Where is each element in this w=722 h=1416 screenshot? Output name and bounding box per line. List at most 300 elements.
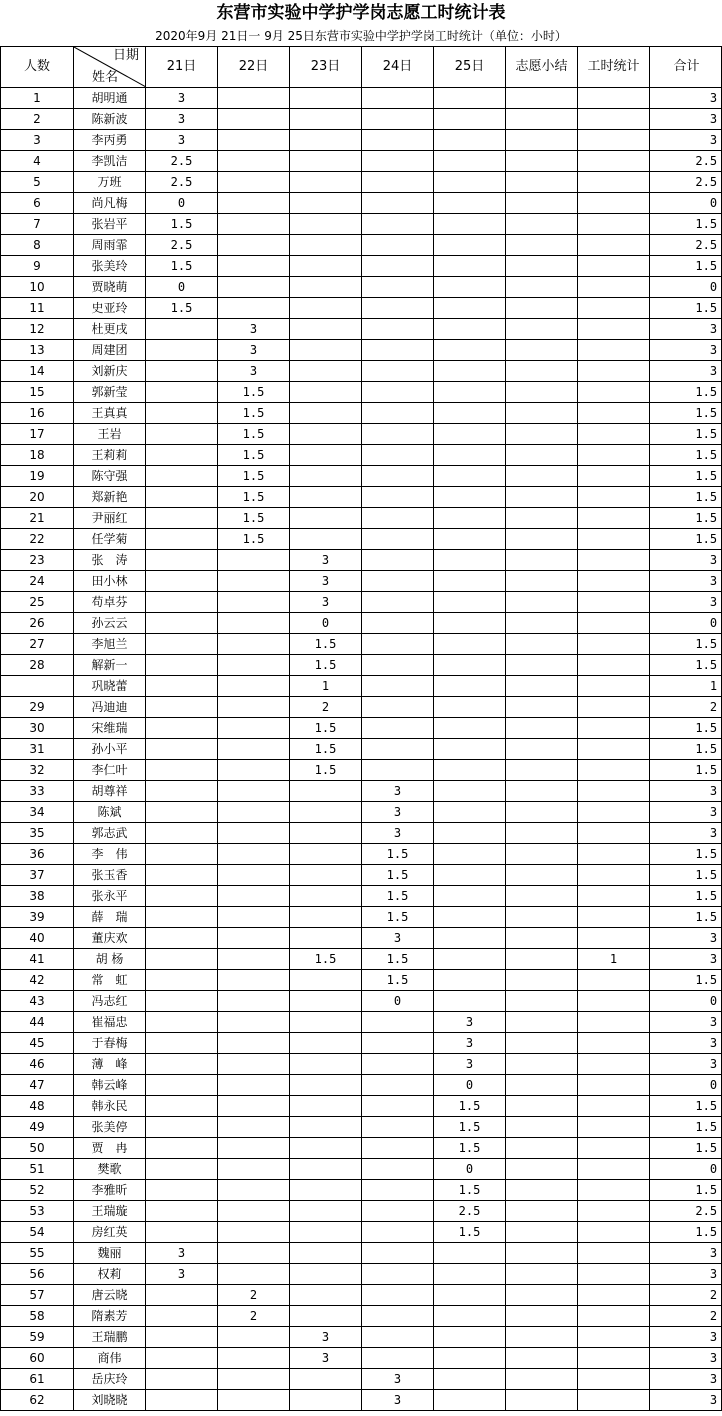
cell-d24: 3 [362, 928, 434, 949]
cell-name: 崔福忠 [74, 1012, 146, 1033]
cell-hours [578, 1243, 650, 1264]
cell-d24 [362, 382, 434, 403]
cell-d24 [362, 1159, 434, 1180]
cell-name: 周建团 [74, 340, 146, 361]
cell-d21: 1.5 [146, 256, 218, 277]
cell-d22 [218, 1264, 290, 1285]
cell-d23 [290, 88, 362, 109]
cell-d23 [290, 340, 362, 361]
cell-total: 2 [650, 1306, 722, 1327]
cell-no: 43 [1, 991, 74, 1012]
cell-d22 [218, 655, 290, 676]
cell-d21 [146, 508, 218, 529]
cell-no: 42 [1, 970, 74, 991]
cell-summary [506, 1348, 578, 1369]
cell-name: 孙云云 [74, 613, 146, 634]
cell-no: 12 [1, 319, 74, 340]
cell-total: 0 [650, 193, 722, 214]
cell-d24 [362, 676, 434, 697]
cell-d21 [146, 466, 218, 487]
cell-hours [578, 88, 650, 109]
cell-total: 3 [650, 1327, 722, 1348]
cell-d21 [146, 1096, 218, 1117]
cell-d21 [146, 991, 218, 1012]
cell-d22 [218, 949, 290, 970]
cell-summary [506, 130, 578, 151]
cell-d24 [362, 487, 434, 508]
cell-no: 32 [1, 760, 74, 781]
cell-hours [578, 970, 650, 991]
cell-total: 0 [650, 1075, 722, 1096]
cell-hours [578, 214, 650, 235]
cell-d21 [146, 592, 218, 613]
cell-total: 1.5 [650, 1180, 722, 1201]
cell-d22: 2 [218, 1285, 290, 1306]
cell-d24 [362, 1327, 434, 1348]
cell-d21 [146, 718, 218, 739]
cell-no: 8 [1, 235, 74, 256]
table-row [1, 193, 722, 214]
cell-d22 [218, 1180, 290, 1201]
cell-summary [506, 1096, 578, 1117]
table-row [1, 886, 722, 907]
cell-d25 [434, 487, 506, 508]
cell-d21 [146, 739, 218, 760]
cell-hours [578, 319, 650, 340]
cell-d25 [434, 823, 506, 844]
cell-hours [578, 1369, 650, 1390]
table-row [1, 1369, 722, 1390]
cell-d22 [218, 802, 290, 823]
cell-name: 陈斌 [74, 802, 146, 823]
cell-d22 [218, 823, 290, 844]
cell-d21 [146, 949, 218, 970]
cell-no: 21 [1, 508, 74, 529]
table-row [1, 1390, 722, 1411]
cell-name: 李仁叶 [74, 760, 146, 781]
table-row [1, 634, 722, 655]
cell-name: 杜更戌 [74, 319, 146, 340]
cell-name: 魏丽 [74, 1243, 146, 1264]
cell-d25 [434, 802, 506, 823]
cell-d23 [290, 1180, 362, 1201]
table-row [1, 865, 722, 886]
table-row [1, 466, 722, 487]
cell-total: 1.5 [650, 739, 722, 760]
cell-hours [578, 1285, 650, 1306]
cell-d21 [146, 928, 218, 949]
cell-d24 [362, 1117, 434, 1138]
cell-name: 王瑞鹏 [74, 1327, 146, 1348]
cell-d21 [146, 424, 218, 445]
cell-d25 [434, 571, 506, 592]
table-row [1, 823, 722, 844]
cell-total: 0 [650, 277, 722, 298]
cell-d25 [434, 151, 506, 172]
cell-no: 47 [1, 1075, 74, 1096]
cell-d22 [218, 1033, 290, 1054]
cell-d23: 2 [290, 697, 362, 718]
cell-summary [506, 928, 578, 949]
cell-no: 40 [1, 928, 74, 949]
cell-d22 [218, 1348, 290, 1369]
cell-hours [578, 1348, 650, 1369]
cell-d23 [290, 1201, 362, 1222]
cell-name: 常 虹 [74, 970, 146, 991]
cell-d22 [218, 1201, 290, 1222]
cell-d21 [146, 403, 218, 424]
cell-d21 [146, 886, 218, 907]
cell-name: 万班 [74, 172, 146, 193]
cell-no: 7 [1, 214, 74, 235]
cell-hours [578, 1201, 650, 1222]
cell-d24 [362, 361, 434, 382]
table-row [1, 571, 722, 592]
table-row [1, 844, 722, 865]
cell-d23 [290, 466, 362, 487]
cell-name: 尹丽红 [74, 508, 146, 529]
cell-no: 9 [1, 256, 74, 277]
cell-summary [506, 151, 578, 172]
cell-hours [578, 130, 650, 151]
cell-d22 [218, 844, 290, 865]
cell-d24 [362, 697, 434, 718]
cell-no: 41 [1, 949, 74, 970]
table-row [1, 1033, 722, 1054]
cell-d23: 0 [290, 613, 362, 634]
table-row [1, 907, 722, 928]
cell-d25: 3 [434, 1012, 506, 1033]
cell-total: 1.5 [650, 529, 722, 550]
cell-d22 [218, 634, 290, 655]
cell-total: 1.5 [650, 466, 722, 487]
cell-summary [506, 970, 578, 991]
cell-d23 [290, 970, 362, 991]
cell-d24: 3 [362, 802, 434, 823]
table-row [1, 403, 722, 424]
cell-d24 [362, 634, 434, 655]
cell-d24: 1.5 [362, 844, 434, 865]
table-row [1, 1201, 722, 1222]
cell-summary [506, 214, 578, 235]
cell-no: 20 [1, 487, 74, 508]
cell-name: 胡 杨 [74, 949, 146, 970]
cell-total: 1.5 [650, 886, 722, 907]
cell-hours [578, 508, 650, 529]
cell-summary [506, 907, 578, 928]
table-row [1, 928, 722, 949]
cell-d23: 1 [290, 676, 362, 697]
cell-no: 51 [1, 1159, 74, 1180]
cell-total: 3 [650, 1033, 722, 1054]
cell-no: 29 [1, 697, 74, 718]
cell-d22 [218, 151, 290, 172]
cell-d22 [218, 214, 290, 235]
cell-d21 [146, 1201, 218, 1222]
cell-d21: 2.5 [146, 235, 218, 256]
cell-d22: 1.5 [218, 529, 290, 550]
table-row [1, 1348, 722, 1369]
cell-d25 [434, 781, 506, 802]
cell-d24: 3 [362, 823, 434, 844]
table-row [1, 697, 722, 718]
cell-d22: 3 [218, 340, 290, 361]
cell-summary [506, 1054, 578, 1075]
cell-d25 [434, 886, 506, 907]
cell-name: 商伟 [74, 1348, 146, 1369]
cell-total: 1.5 [650, 865, 722, 886]
cell-hours [578, 550, 650, 571]
cell-d23 [290, 1390, 362, 1411]
cell-d24 [362, 298, 434, 319]
header-summary: 志愿小结 [506, 47, 578, 88]
cell-hours [578, 592, 650, 613]
cell-hours [578, 907, 650, 928]
cell-no: 14 [1, 361, 74, 382]
cell-hours [578, 529, 650, 550]
cell-total: 3 [650, 109, 722, 130]
cell-d25 [434, 1285, 506, 1306]
cell-d24 [362, 1285, 434, 1306]
cell-d22 [218, 1012, 290, 1033]
cell-d23 [290, 823, 362, 844]
cell-total: 3 [650, 1369, 722, 1390]
cell-d23: 1.5 [290, 718, 362, 739]
cell-name: 张岩平 [74, 214, 146, 235]
cell-summary [506, 235, 578, 256]
cell-d24: 1.5 [362, 865, 434, 886]
cell-hours [578, 760, 650, 781]
cell-name: 郭志武 [74, 823, 146, 844]
cell-total: 1.5 [650, 1138, 722, 1159]
table-row [1, 1327, 722, 1348]
cell-d24: 3 [362, 1390, 434, 1411]
cell-total: 1.5 [650, 487, 722, 508]
cell-d24 [362, 235, 434, 256]
cell-no: 59 [1, 1327, 74, 1348]
cell-name: 陈新波 [74, 109, 146, 130]
cell-d23 [290, 424, 362, 445]
cell-name: 张美玲 [74, 256, 146, 277]
cell-total: 2.5 [650, 172, 722, 193]
cell-d24 [362, 193, 434, 214]
cell-d22: 1.5 [218, 466, 290, 487]
cell-no: 28 [1, 655, 74, 676]
cell-total: 3 [650, 319, 722, 340]
cell-d25 [434, 844, 506, 865]
table-row [1, 1117, 722, 1138]
cell-name: 董庆欢 [74, 928, 146, 949]
cell-d22 [218, 109, 290, 130]
cell-name: 韩永民 [74, 1096, 146, 1117]
cell-d22: 1.5 [218, 424, 290, 445]
cell-name: 刘晓晓 [74, 1390, 146, 1411]
cell-d24: 0 [362, 991, 434, 1012]
cell-d21 [146, 823, 218, 844]
cell-total: 1.5 [650, 424, 722, 445]
cell-hours [578, 1306, 650, 1327]
cell-no: 23 [1, 550, 74, 571]
cell-d25 [434, 739, 506, 760]
cell-no: 38 [1, 886, 74, 907]
cell-d25 [434, 991, 506, 1012]
cell-hours [578, 424, 650, 445]
cell-d22: 1.5 [218, 403, 290, 424]
cell-d23 [290, 1138, 362, 1159]
table-row [1, 802, 722, 823]
cell-d24: 1.5 [362, 949, 434, 970]
cell-hours [578, 340, 650, 361]
cell-d23 [290, 1264, 362, 1285]
cell-d21 [146, 1054, 218, 1075]
cell-summary [506, 1159, 578, 1180]
header-row [1, 47, 722, 88]
table-row [1, 655, 722, 676]
cell-d21: 2.5 [146, 151, 218, 172]
cell-hours [578, 802, 650, 823]
cell-name: 韩云峰 [74, 1075, 146, 1096]
cell-summary [506, 865, 578, 886]
cell-summary [506, 760, 578, 781]
cell-d23 [290, 1159, 362, 1180]
cell-hours [578, 1222, 650, 1243]
cell-summary [506, 1264, 578, 1285]
table-row [1, 592, 722, 613]
cell-summary [506, 340, 578, 361]
cell-d22: 1.5 [218, 382, 290, 403]
cell-d22 [218, 1390, 290, 1411]
cell-d22 [218, 571, 290, 592]
cell-summary [506, 802, 578, 823]
cell-summary [506, 886, 578, 907]
cell-total: 3 [650, 1054, 722, 1075]
cell-name: 樊歌 [74, 1159, 146, 1180]
cell-d25 [434, 382, 506, 403]
cell-summary [506, 718, 578, 739]
table-row [1, 613, 722, 634]
cell-total: 1.5 [650, 634, 722, 655]
cell-no: 27 [1, 634, 74, 655]
table-row [1, 760, 722, 781]
cell-d21 [146, 1327, 218, 1348]
cell-name: 周雨霏 [74, 235, 146, 256]
cell-no: 55 [1, 1243, 74, 1264]
cell-summary [506, 991, 578, 1012]
cell-d21 [146, 676, 218, 697]
cell-total: 2 [650, 1285, 722, 1306]
cell-hours [578, 256, 650, 277]
cell-summary [506, 193, 578, 214]
cell-total: 3 [650, 802, 722, 823]
cell-d24 [362, 109, 434, 130]
cell-summary [506, 256, 578, 277]
cell-d25: 0 [434, 1159, 506, 1180]
cell-summary [506, 1285, 578, 1306]
cell-summary [506, 361, 578, 382]
cell-total: 1.5 [650, 382, 722, 403]
cell-d25 [434, 508, 506, 529]
cell-name: 宋维瑞 [74, 718, 146, 739]
cell-d25: 3 [434, 1033, 506, 1054]
cell-total: 0 [650, 991, 722, 1012]
header-index: 人数 [1, 47, 74, 88]
cell-d22: 1.5 [218, 445, 290, 466]
cell-d23 [290, 298, 362, 319]
table-subtitle: 2020年9月 21日一 9月 25日东营市实验中学护学岗工时统计（单位：小时） [1, 27, 722, 47]
cell-d23 [290, 1222, 362, 1243]
table-row [1, 151, 722, 172]
cell-total: 2 [650, 697, 722, 718]
table-row [1, 508, 722, 529]
cell-total: 1.5 [650, 1117, 722, 1138]
cell-summary [506, 529, 578, 550]
table-row [1, 1243, 722, 1264]
cell-d21 [146, 1285, 218, 1306]
cell-d21: 0 [146, 193, 218, 214]
cell-d22 [218, 760, 290, 781]
cell-no: 11 [1, 298, 74, 319]
cell-d25 [434, 424, 506, 445]
table-row [1, 361, 722, 382]
cell-hours [578, 781, 650, 802]
cell-summary [506, 613, 578, 634]
cell-d23 [290, 1033, 362, 1054]
cell-no: 30 [1, 718, 74, 739]
cell-no: 13 [1, 340, 74, 361]
cell-hours [578, 1138, 650, 1159]
cell-d25 [434, 277, 506, 298]
cell-hours [578, 361, 650, 382]
cell-d21 [146, 382, 218, 403]
cell-summary [506, 571, 578, 592]
cell-name: 冯志红 [74, 991, 146, 1012]
cell-summary [506, 1222, 578, 1243]
cell-hours [578, 823, 650, 844]
cell-d25 [434, 760, 506, 781]
cell-d21 [146, 1138, 218, 1159]
table-row [1, 739, 722, 760]
table-row [1, 1096, 722, 1117]
cell-name: 苟卓芬 [74, 592, 146, 613]
cell-d23: 1.5 [290, 655, 362, 676]
cell-name: 张玉香 [74, 865, 146, 886]
cell-summary [506, 403, 578, 424]
cell-name: 王岩 [74, 424, 146, 445]
cell-d21 [146, 1033, 218, 1054]
cell-total: 1.5 [650, 718, 722, 739]
cell-no: 61 [1, 1369, 74, 1390]
cell-d22 [218, 550, 290, 571]
cell-d25 [434, 214, 506, 235]
cell-total: 1.5 [650, 298, 722, 319]
cell-d21 [146, 445, 218, 466]
cell-total: 2.5 [650, 151, 722, 172]
cell-d23 [290, 319, 362, 340]
table-row [1, 1222, 722, 1243]
cell-summary [506, 550, 578, 571]
cell-d24: 1.5 [362, 886, 434, 907]
cell-no: 31 [1, 739, 74, 760]
cell-d25 [434, 865, 506, 886]
cell-summary [506, 1390, 578, 1411]
cell-d23 [290, 1096, 362, 1117]
cell-total: 1.5 [650, 214, 722, 235]
cell-d23 [290, 235, 362, 256]
table-row [1, 445, 722, 466]
cell-d24 [362, 1201, 434, 1222]
cell-d22 [218, 739, 290, 760]
cell-d23 [290, 1306, 362, 1327]
